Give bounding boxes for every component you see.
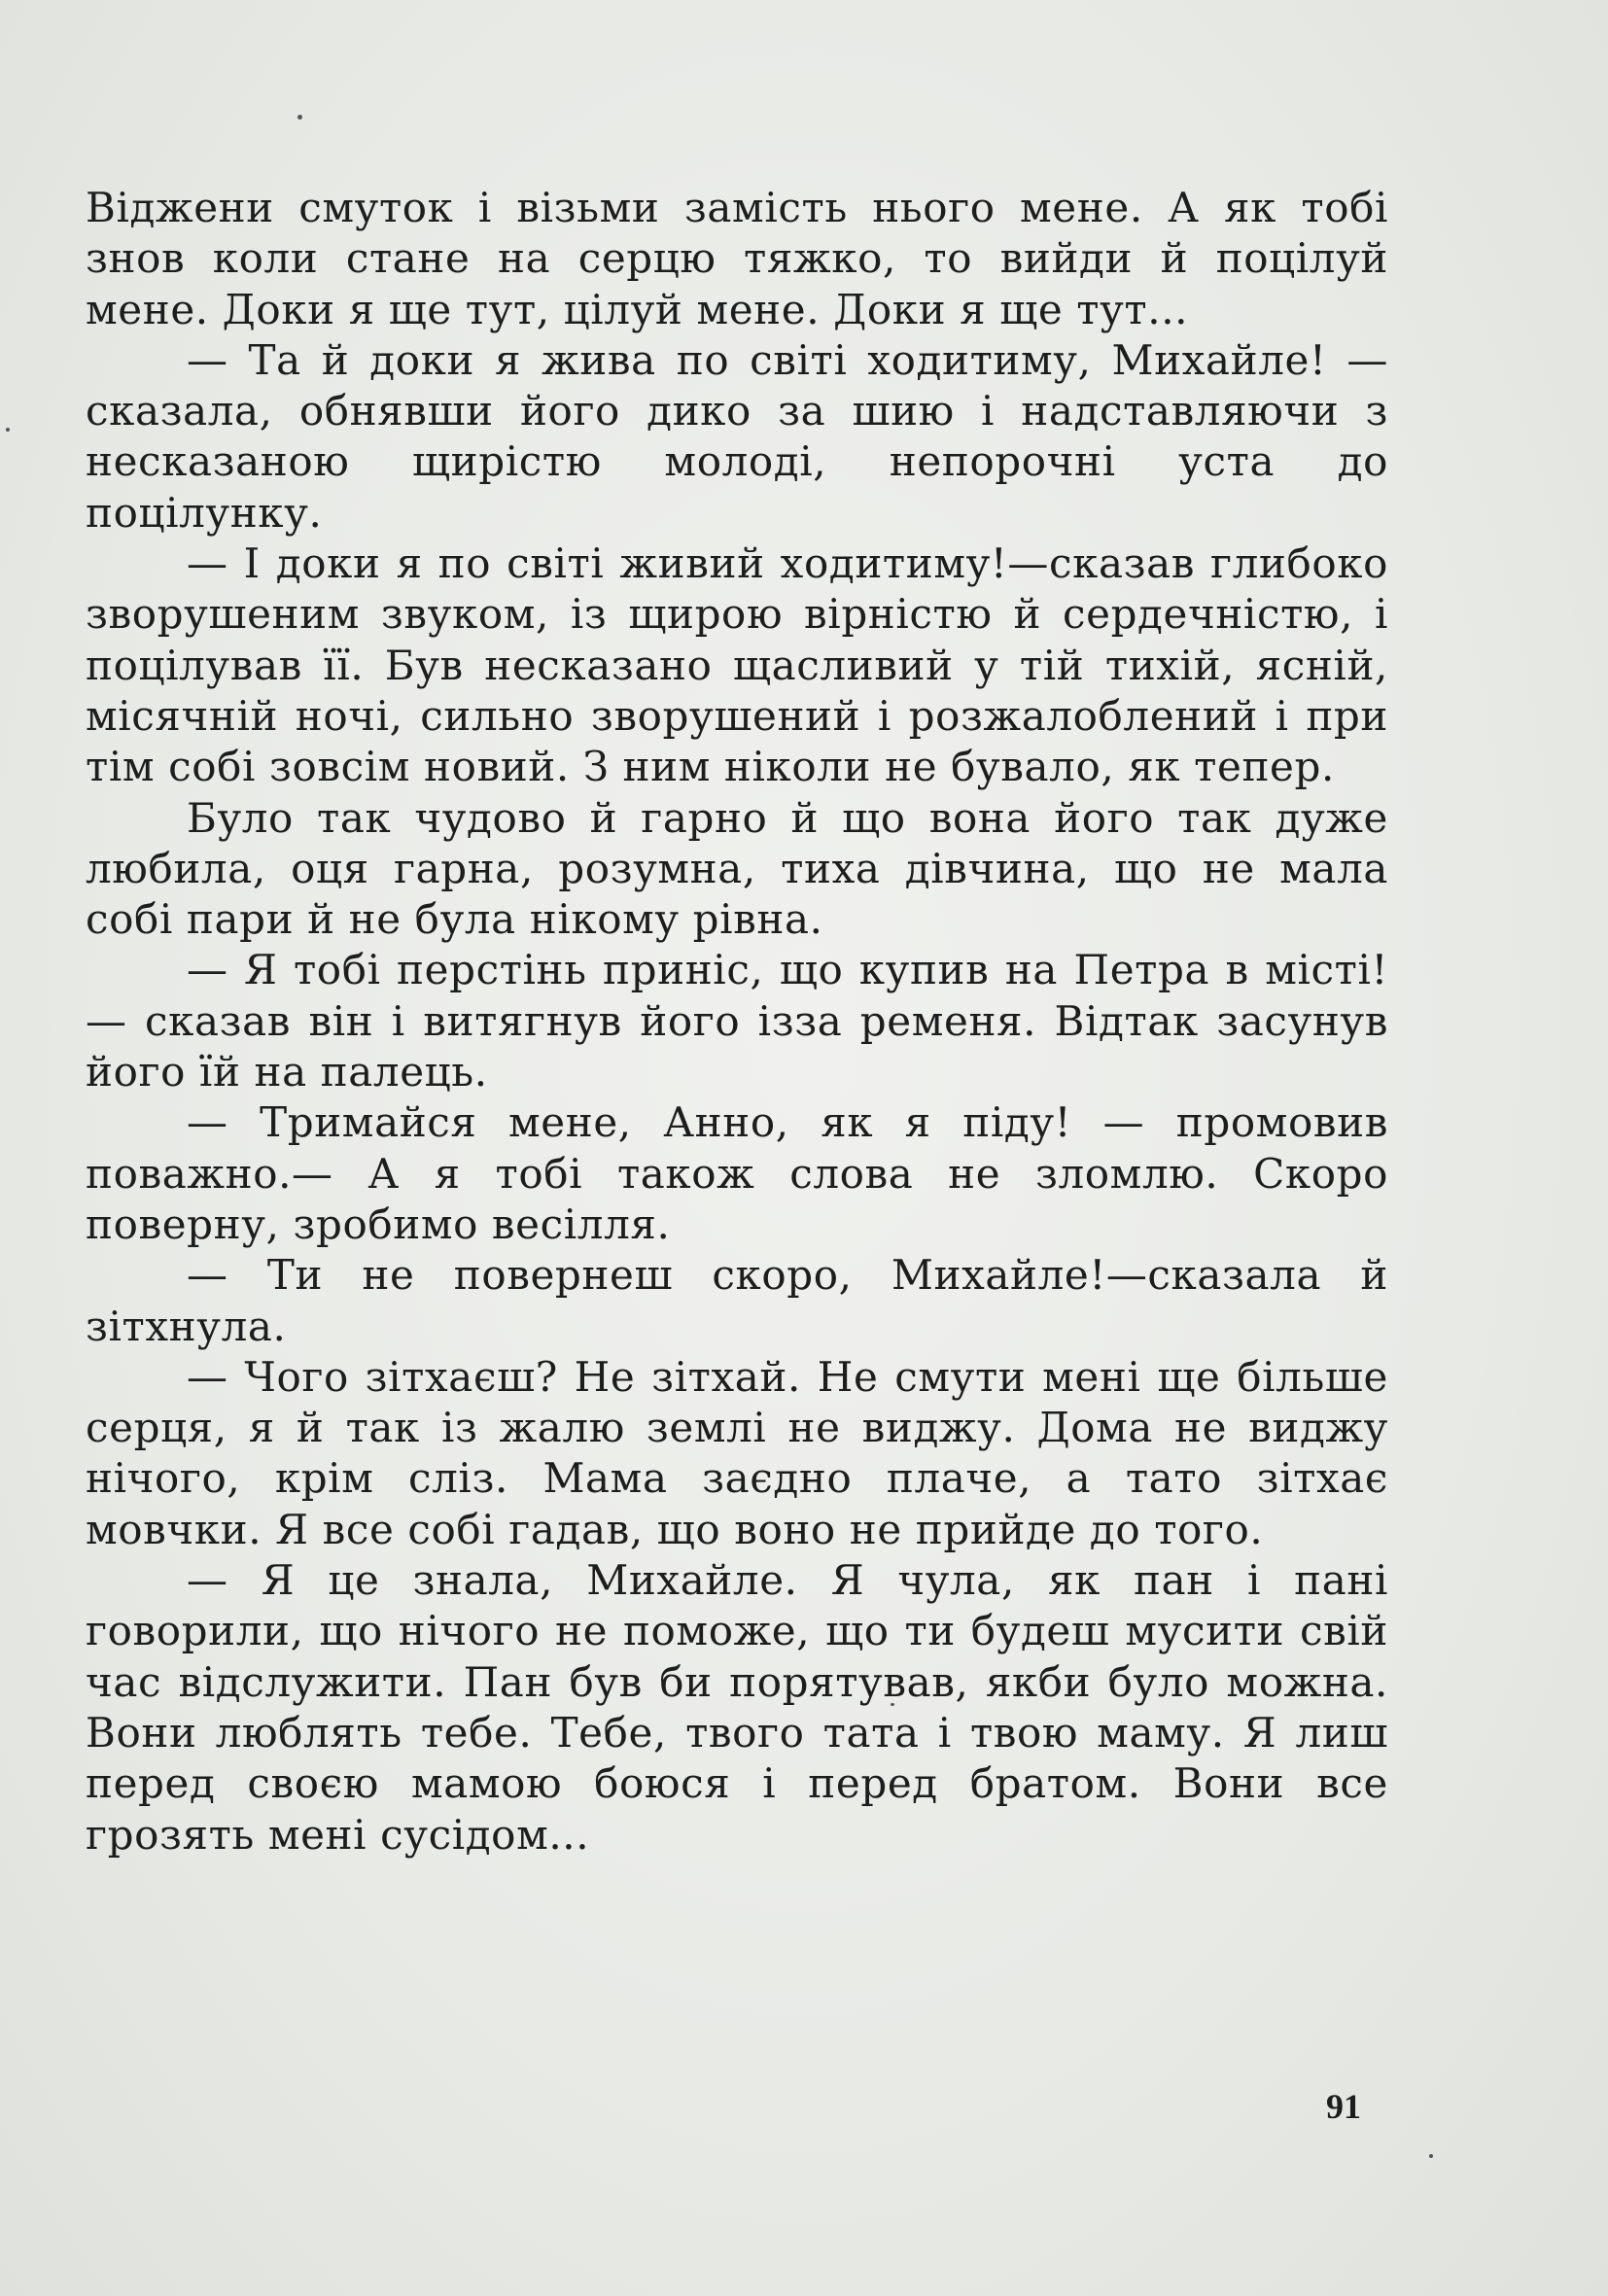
paragraph: — Я тобі перстінь приніс, що купив на Петра в місті! — сказав він і витягнув його ізза ременя. Відтак засунув його їй на палець.: [86, 946, 1388, 1096]
paragraph: — Я це знала, Михайле. Я чула, як пан і пані говорили, що нічого не поможе, що ти будеш мусити свій час відслужити. Пан був би порятував, якби було можна. Вони люблять тебе. Тебе, твого тата і твою маму. Я лиш перед своєю мамою боюся і перед братом. Вони все грозять мені сусідом...: [86, 1556, 1388, 1859]
print-speck: [6, 428, 10, 432]
body-text: [86, 183, 1388, 1861]
paragraph: — Тримайся мене, Анно, як я піду! — промовив поважно.— А я тобі також слова не зломлю. Скоро поверну, зробимо весілля.: [86, 1098, 1388, 1248]
paragraph: — Ти не повернеш скоро, Михайле!—сказала й зітхнула.: [86, 1251, 1388, 1350]
paragraph: Віджени смуток і візьми замість нього мене. А як тобі знов коли стане на серцю тяжко, то вийди й поцілуй мене. Доки я ще тут, цілуй мене. Доки я ще тут...: [86, 184, 1388, 333]
paragraph: — І доки я по світі живий ходитиму!—сказав глибоко зворушеним звуком, із щирою вірністю й сердечністю, і поцілував її. Був несказано щасливий у тій тихій, ясній, місячній ночі, сильно зворушений і розжалоблений і при тім собі зовсім новий. З ним ніколи не бувало, як тепер.: [86, 539, 1388, 791]
print-speck: [297, 115, 302, 120]
page-number: 91: [1326, 2087, 1361, 2126]
print-speck: [1429, 2154, 1433, 2158]
paragraph: — Та й доки я жива по світі ходитиму, Михайле! — сказала, обнявши його дико за шию і надставляючи з несказаною щирістю молоді, непорочні уста до поцілунку.: [86, 335, 1388, 537]
paragraph: Було так чудово й гарно й що вона його так дуже любила, оця гарна, розумна, тиха дівчина, що не мала собі пари й не була нікому рівна.: [86, 793, 1388, 944]
paragraph: — Чого зітхаєш? Не зітхай. Не смути мені ще більше серця, я й так із жалю землі не виджу. Дома не виджу нічого, крім сліз. Мама заєдно плаче, а тато зітхає мовчки. Я все собі гадав, що воно не прийде до того.: [86, 1352, 1388, 1553]
